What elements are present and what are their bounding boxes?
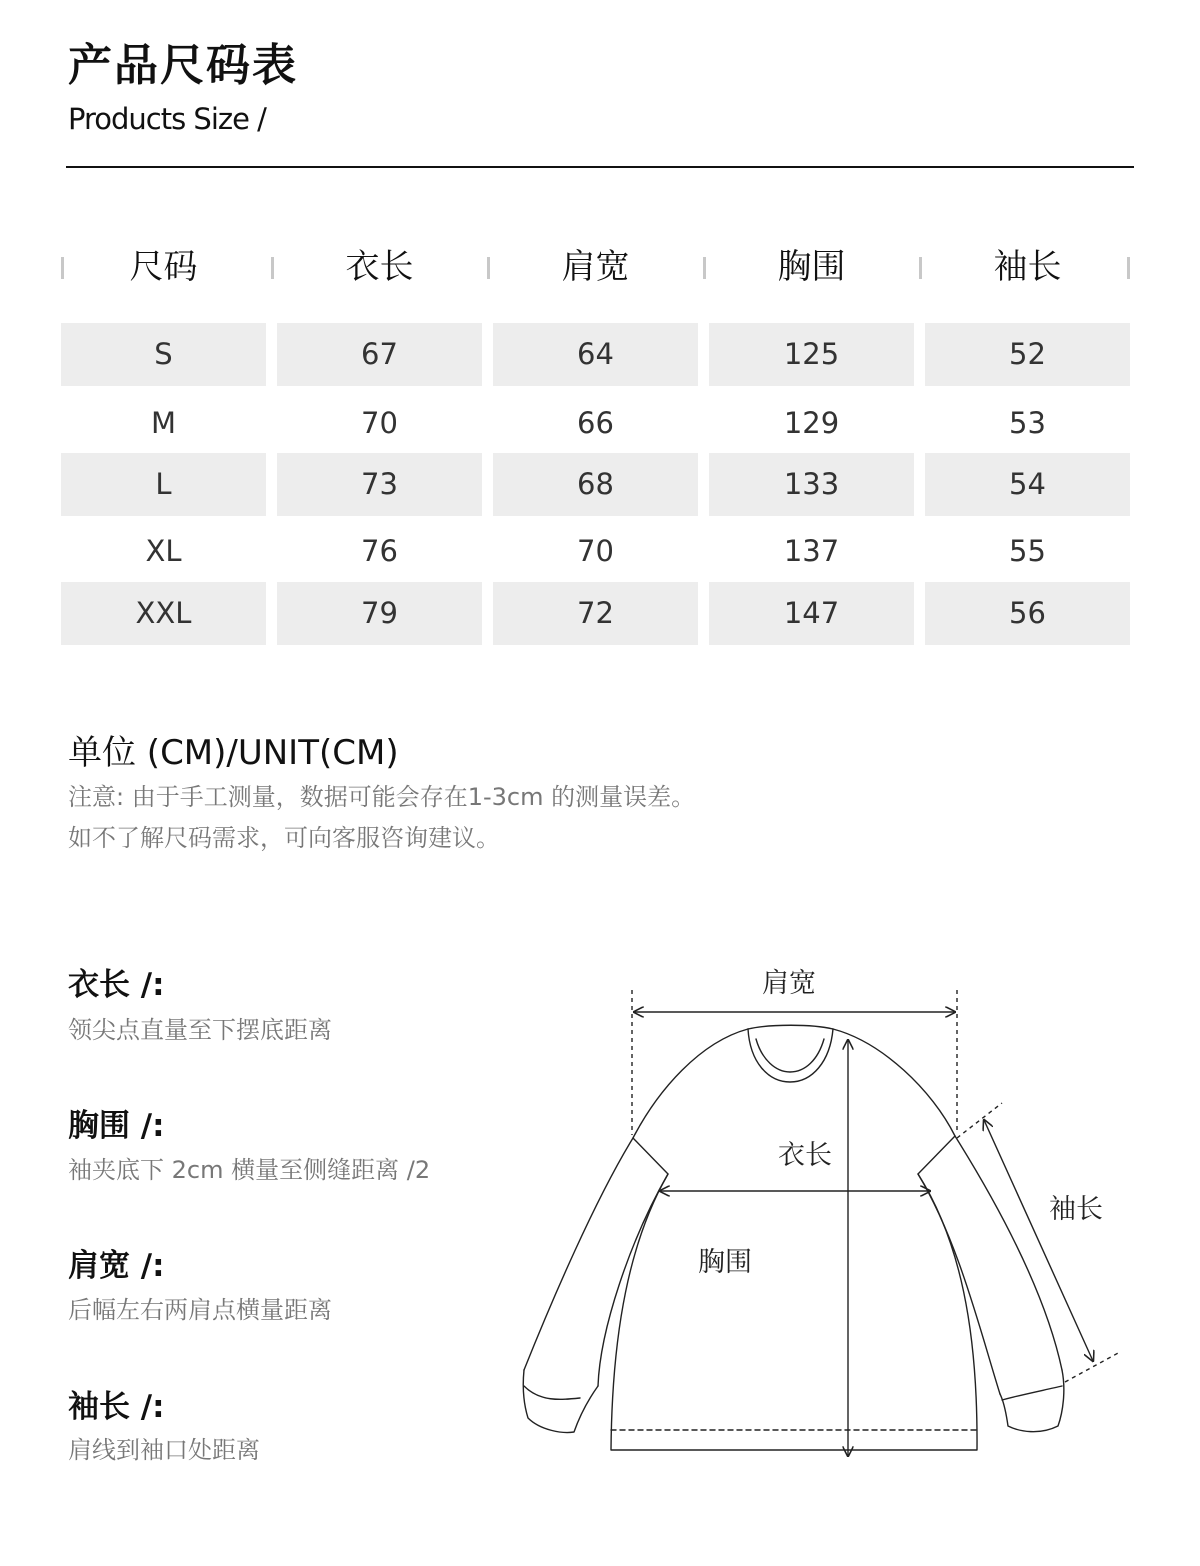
garment-measurement-diagram bbox=[500, 950, 1150, 1510]
table-cell-size: XL bbox=[145, 534, 182, 568]
definition-text-shoulder: 后幅左右两肩点横量距离 bbox=[68, 1296, 332, 1324]
table-cell-sleeve: 52 bbox=[925, 323, 1130, 386]
header-separator bbox=[919, 257, 922, 279]
column-header-sleeve: 袖长 bbox=[993, 247, 1062, 287]
table-cell-size: M bbox=[150, 406, 177, 440]
column-header-size: 尺码 bbox=[129, 247, 198, 287]
table-cell-chest: 137 bbox=[783, 534, 840, 568]
table-cell-chest: 147 bbox=[709, 582, 914, 645]
title-divider bbox=[66, 166, 1134, 168]
service-note: 如不了解尺码需求，可向客服咨询建议。 bbox=[68, 824, 500, 852]
table-cell-shoulder: 70 bbox=[577, 534, 614, 568]
table-cell-shoulder: 72 bbox=[493, 582, 698, 645]
header-separator bbox=[487, 257, 490, 279]
table-cell-size: S bbox=[61, 323, 266, 386]
page-subtitle: Products Size / bbox=[68, 102, 266, 136]
table-cell-size: XXL bbox=[61, 582, 266, 645]
table-cell-length: 76 bbox=[361, 534, 398, 568]
table-cell-sleeve: 54 bbox=[925, 453, 1130, 516]
column-header-length: 衣长 bbox=[345, 247, 414, 287]
table-cell-length: 67 bbox=[277, 323, 482, 386]
table-cell-shoulder: 66 bbox=[577, 406, 614, 440]
table-cell-sleeve: 56 bbox=[925, 582, 1130, 645]
shoulder-width-label: 肩宽 bbox=[762, 968, 816, 999]
definition-text-chest: 袖夹底下 2cm 横量至侧缝距离 /2 bbox=[68, 1156, 431, 1184]
definition-title-chest: 胸围 /: bbox=[68, 1108, 165, 1144]
measurement-note: 注意: 由于手工测量，数据可能会存在1-3cm 的测量误差。 bbox=[68, 783, 696, 811]
body-length-label: 衣长 bbox=[778, 1140, 832, 1171]
table-cell-shoulder: 64 bbox=[493, 323, 698, 386]
definition-text-length: 领尖点直量至下摆底距离 bbox=[68, 1016, 332, 1044]
definition-title-length: 衣长 /: bbox=[68, 967, 165, 1003]
table-cell-length: 73 bbox=[277, 453, 482, 516]
definition-title-shoulder: 肩宽 /: bbox=[68, 1248, 165, 1284]
definition-title-sleeve: 袖长 /: bbox=[68, 1389, 165, 1425]
page-title: 产品尺码表 bbox=[68, 40, 298, 91]
table-cell-size: L bbox=[61, 453, 266, 516]
header-separator bbox=[703, 257, 706, 279]
table-cell-sleeve: 53 bbox=[1009, 406, 1046, 440]
chest-label: 胸围 bbox=[698, 1247, 752, 1278]
table-cell-chest: 125 bbox=[709, 323, 914, 386]
table-cell-length: 70 bbox=[361, 406, 398, 440]
header-separator bbox=[271, 257, 274, 279]
table-cell-sleeve: 55 bbox=[1009, 534, 1046, 568]
table-cell-shoulder: 68 bbox=[493, 453, 698, 516]
unit-label: 单位 (CM)/UNIT(CM) bbox=[68, 733, 399, 773]
table-cell-chest: 129 bbox=[783, 406, 840, 440]
column-header-shoulder: 肩宽 bbox=[561, 247, 630, 287]
table-cell-chest: 133 bbox=[709, 453, 914, 516]
column-header-chest: 胸围 bbox=[777, 247, 846, 287]
table-cell-length: 79 bbox=[277, 582, 482, 645]
sleeve-length-label: 袖长 bbox=[1049, 1194, 1103, 1225]
sweatshirt-outline bbox=[500, 950, 1150, 1510]
definition-text-sleeve: 肩线到袖口处距离 bbox=[68, 1436, 260, 1464]
